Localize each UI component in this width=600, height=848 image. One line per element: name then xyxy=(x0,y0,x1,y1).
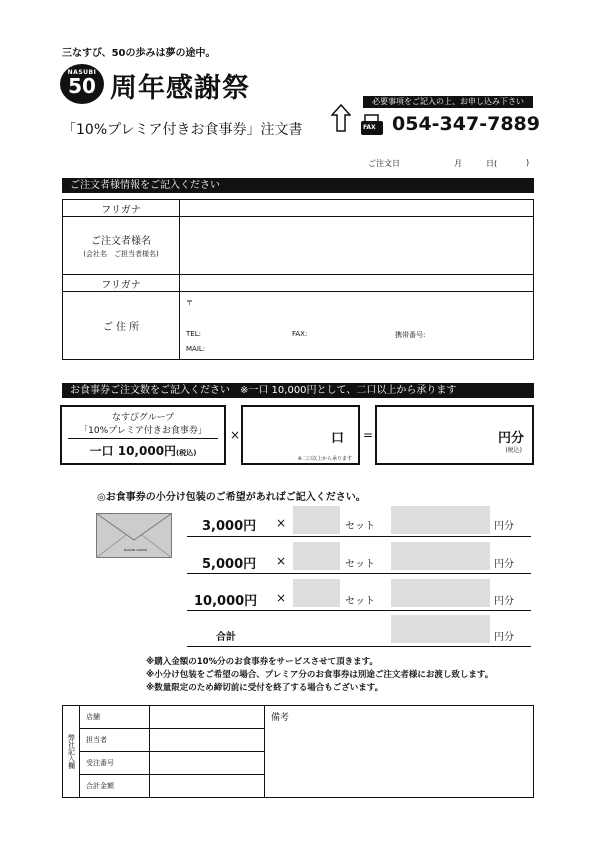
mail-label: MAIL: xyxy=(186,345,206,353)
pack-unit-2: 円分 xyxy=(494,559,514,570)
name-sublabel: (会社名 ご担当者様名) xyxy=(83,250,159,258)
quantity-input-box[interactable] xyxy=(241,405,360,465)
up-arrow-icon xyxy=(331,104,351,132)
remarks-label: 備考 xyxy=(271,713,290,723)
pack-total-unit: 円分 xyxy=(494,632,514,643)
fax-field-label: FAX: xyxy=(292,330,308,338)
name-input[interactable] xyxy=(180,217,534,275)
tagline: 三なすび、50の歩みは夢の途中。 xyxy=(62,48,216,59)
pack-divider-total xyxy=(187,646,531,647)
staff-row-store: 店舗 xyxy=(80,706,150,729)
staff-row-person: 担当者 xyxy=(80,729,150,752)
furigana-input-2[interactable] xyxy=(180,275,534,292)
furigana-input[interactable] xyxy=(180,200,534,217)
times-symbol: × xyxy=(230,428,241,442)
pack-qty-input-2[interactable] xyxy=(293,542,340,570)
furigana-label-2: フリガナ xyxy=(63,275,180,292)
unit-price-box xyxy=(60,405,226,465)
qty-note: ※二口以上から承ります xyxy=(297,456,352,462)
unit-price-row xyxy=(62,442,224,459)
pack-divider-3 xyxy=(187,610,531,611)
customer-section-heading: ご注文者様情報をご記入ください xyxy=(62,178,534,193)
pack-set-2: セット xyxy=(345,559,375,570)
pack-amount-2: 5,000円 xyxy=(202,557,257,572)
fax-icon xyxy=(360,114,384,136)
month-label: 月 xyxy=(454,159,462,168)
equals-symbol: = xyxy=(363,428,374,442)
name-label: ご注文者様名 xyxy=(91,236,151,247)
mobile-label: 携帯番号: xyxy=(395,331,426,339)
staff-use-table xyxy=(62,705,534,798)
note-1: ※購入金額の10%分のお食事券をサービスさせて頂きます。 xyxy=(146,657,378,667)
staff-row-total: 合計金額 xyxy=(80,775,150,798)
pack-times-2: × xyxy=(276,554,287,568)
pack-qty-input-1[interactable] xyxy=(293,506,340,534)
unit-price-tax: (税込) xyxy=(176,449,197,457)
pack-total-input[interactable] xyxy=(391,615,490,643)
pack-amount-input-3[interactable] xyxy=(391,579,490,607)
pack-set-3: セット xyxy=(345,596,375,607)
furigana-label: フリガナ xyxy=(63,200,180,217)
logo-big-text: 50 xyxy=(68,74,96,98)
total-unit: 円分 xyxy=(497,431,524,446)
day-close: ) xyxy=(526,158,530,167)
pack-times-3: × xyxy=(276,591,287,605)
pack-times-1: × xyxy=(276,516,287,530)
product-line1: なすびグループ xyxy=(111,413,175,423)
product-line2: 「10%プレミア付きお食事券」 xyxy=(79,426,207,436)
staff-side-label: 弊社記入欄 xyxy=(63,706,80,798)
envelope-label: NASUBI GROUP xyxy=(124,548,148,552)
packaging-heading: ◎お食事券の小分け包装のご希望があればご記入ください。 xyxy=(97,492,366,503)
fax-number: 054-347-7889 xyxy=(392,113,540,135)
qty-unit: 口 xyxy=(330,431,344,446)
pack-divider-2 xyxy=(187,573,531,574)
order-total-box[interactable] xyxy=(375,405,534,465)
form-title: 「10%プレミア付きお食事券」注文書 xyxy=(62,122,303,138)
logo xyxy=(60,64,104,104)
staff-person-input[interactable] xyxy=(150,729,265,752)
remarks-cell[interactable] xyxy=(265,706,534,798)
date-label: ご注文日 xyxy=(368,159,400,168)
name-label-cell xyxy=(63,217,180,275)
day-label: 日( xyxy=(486,159,498,168)
staff-row-order-number: 受注番号 xyxy=(80,752,150,775)
unit-price-prefix: 一口 xyxy=(89,444,114,458)
event-title: 周年感謝祭 xyxy=(110,73,250,104)
pack-amount-3: 10,000円 xyxy=(194,594,258,609)
staff-total-input[interactable] xyxy=(150,775,265,798)
pack-amount-input-2[interactable] xyxy=(391,542,490,570)
postal-mark: 〒 xyxy=(186,299,193,307)
fax-icon-label: FAX xyxy=(363,124,376,131)
address-label: ご 住 所 xyxy=(63,292,180,360)
note-3: ※数量限定のため締切前に受付を終了する場合もございます。 xyxy=(146,683,384,693)
pack-unit-3: 円分 xyxy=(494,596,514,607)
pack-qty-input-3[interactable] xyxy=(293,579,340,607)
tel-label: TEL: xyxy=(186,330,201,338)
fax-instruction: 必要事項をご記入の上、お申し込み下さい xyxy=(363,96,533,108)
pack-set-1: セット xyxy=(345,521,375,532)
pack-total-label: 合計 xyxy=(216,632,236,643)
address-input[interactable] xyxy=(180,292,534,360)
logo-small-text: NASUBI xyxy=(67,69,97,76)
unit-price: 10,000円 xyxy=(117,444,177,458)
envelope-image xyxy=(96,513,172,562)
pack-amount-input-1[interactable] xyxy=(391,506,490,534)
note-2: ※小分け包装をご希望の場合、プレミア分のお食事券は別途ご注文者様にお渡し致します。 xyxy=(146,670,494,680)
staff-order-number-input[interactable] xyxy=(150,752,265,775)
notes xyxy=(146,656,493,695)
pack-unit-1: 円分 xyxy=(494,521,514,532)
total-tax: (税込) xyxy=(505,447,522,454)
pack-divider-1 xyxy=(187,536,531,537)
pack-amount-1: 3,000円 xyxy=(202,519,257,534)
order-section-heading: お食事券ご注文数をご記入ください ※一口 10,000円として、二口以上から承ります xyxy=(62,383,534,398)
staff-store-input[interactable] xyxy=(150,706,265,729)
customer-info-table xyxy=(62,199,534,360)
